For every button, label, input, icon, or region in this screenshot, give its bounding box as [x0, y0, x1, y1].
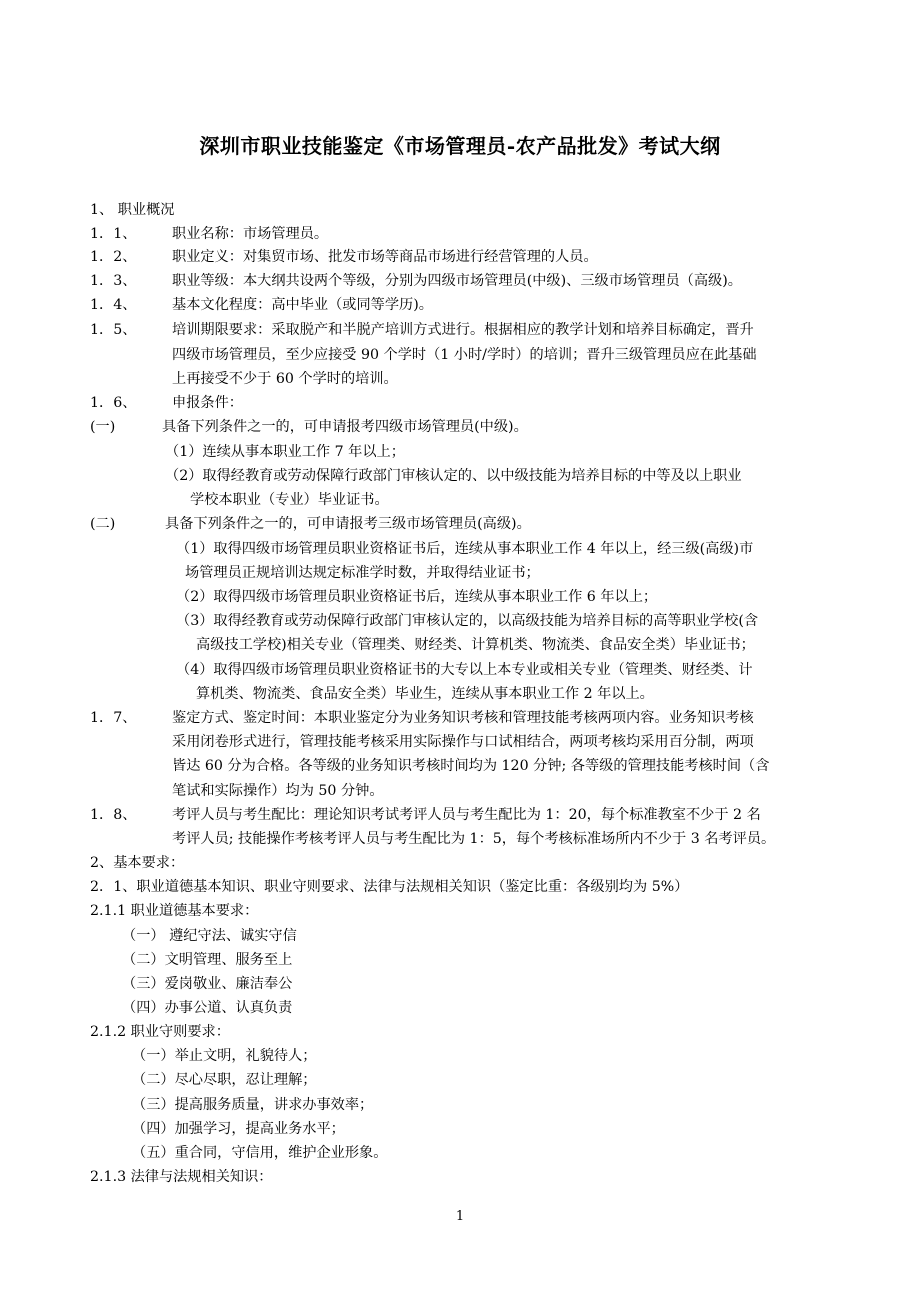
item-text-line: 四级市场管理员，至少应接受 90 个学时（1 小时/学时）的培训；晋升三级管理员应在此基础 [172, 347, 757, 363]
item-text-line: 上再接受不少于 60 个学时的培训。 [172, 371, 398, 387]
condition-number: (二) [90, 516, 116, 532]
item-text-line: 鉴定方式、鉴定时间：本职业鉴定分为业务知识考核和管理技能考核两项内容。业务知识考核 [172, 710, 754, 726]
item-number: 1．6、 [90, 395, 137, 411]
condition-item: （4）取得四级市场管理员职业资格证书的大专以上本专业或相关专业（管理类、财经类、计 [176, 662, 753, 678]
condition-item: （3）取得经教育或劳动保障行政部门审核认定的，以高级技能为培养目标的高等职业学校(含 [176, 613, 759, 629]
list-item: （二）尽心尽职，忍让理解； [132, 1072, 317, 1088]
condition-item: （2）取得四级市场管理员职业资格证书后，连续从事本职业工作 6 年以上； [176, 589, 658, 605]
condition-item: （1）连续从事本职业工作 7 年以上； [165, 444, 405, 460]
item-text: 申报条件： [172, 395, 243, 411]
list-item: （三）提高服务质量，讲求办事效率； [132, 1097, 374, 1113]
page-number: 1 [455, 1209, 465, 1224]
list-item: （五）重合同，守信用，维护企业形象。 [132, 1145, 388, 1161]
list-item: （一） 遵纪守法、诚实守信 [122, 928, 297, 944]
condition-number: (一) [90, 419, 116, 435]
item-number: 1．1、 [90, 226, 137, 242]
list-item: （三）爱岗敬业、廉洁奉公 [122, 976, 293, 992]
document-title: 深圳市职业技能鉴定《市场管理员-农产品批发》考试大纲 [199, 134, 721, 158]
item-text-line: 笔试和实际操作）均为 50 分钟。 [172, 783, 384, 799]
list-item: （四）办事公道、认真负责 [122, 1000, 293, 1016]
condition-item: 学校本职业（专业）毕业证书。 [190, 492, 389, 508]
item-text: 职业等级：本大纲共设两个等级，分别为四级市场管理员(中级)、三级市场管理员（高级)。 [172, 273, 742, 289]
item-text-line: 考评人员与考生配比：理论知识考试考评人员与考生配比为 1：20，每个标准教室不少于 2 名 [172, 807, 761, 823]
list-item: （四）加强学习，提高业务水平； [132, 1121, 345, 1137]
item-text-line: 考评人员; 技能操作考核考评人员与考生配比为 1：5，每个考核标准场所内不少于 3 名考评员。 [172, 831, 776, 847]
condition-item: 高级技工学校)相关专业（管理类、财经类、计算机类、物流类、食品安全类）毕业证书； [196, 637, 755, 653]
item-text-line: 培训期限要求：采取脱产和半脱产培训方式进行。根据相应的教学计划和培养目标确定，晋升 [172, 322, 754, 338]
section-1-heading: 1、 职业概况 [90, 202, 175, 218]
subsection-heading: 2.1.2 职业守则要求： [90, 1024, 230, 1040]
item-number: 1．5、 [90, 322, 137, 338]
condition-text: 具备下列条件之一的，可申请报考四级市场管理员(中级)。 [162, 419, 528, 435]
subsection-heading: 2.1.3 法律与法规相关知识： [90, 1169, 273, 1185]
item-number: 1．3、 [90, 273, 137, 289]
item-number: 1．2、 [90, 249, 137, 265]
item-text: 职业名称：市场管理员。 [172, 226, 329, 242]
condition-item: 场管理员正规培训达规定标准学时数，并取得结业证书； [185, 565, 540, 581]
item-number: 1．4、 [90, 297, 137, 313]
item-number: 1．7、 [90, 710, 137, 726]
item-text-line: 皆达 60 分为合格。各等级的业务知识考核时间均为 120 分钟; 各等级的管理技能考核时间（含 [172, 758, 770, 774]
condition-item: 算机类、物流类、食品安全类）毕业生，连续从事本职业工作 2 年以上。 [196, 686, 654, 702]
subsection-heading: 2.1.1 职业道德基本要求： [90, 903, 259, 919]
item-text: 职业定义：对集贸市场、批发市场等商品市场进行经营管理的人员。 [172, 249, 598, 265]
item-number: 1．8、 [90, 807, 137, 823]
condition-item: （1）取得四级市场管理员职业资格证书后，连续从事本职业工作 4 年以上，经三级(高级)市 [176, 541, 754, 557]
list-item: （一）举止文明，礼貌待人； [132, 1048, 317, 1064]
section-2-heading: 2、基本要求： [90, 855, 185, 871]
condition-item: （2）取得经教育或劳动保障行政部门审核认定的、以中级技能为培养目标的中等及以上职业 [165, 468, 742, 484]
condition-text: 具备下列条件之一的，可申请报考三级市场管理员(高级)。 [165, 516, 531, 532]
list-item: （二）文明管理、服务至上 [122, 952, 293, 968]
item-text-line: 采用闭卷形式进行，管理技能考核采用实际操作与口试相结合，两项考核均采用百分制，两项 [172, 734, 754, 750]
item-text: 基本文化程度：高中毕业（或同等学历)。 [172, 297, 433, 313]
subsection-heading: 2．1、职业道德基本知识、职业守则要求、法律与法规相关知识（鉴定比重：各级别均为 5%） [90, 879, 689, 895]
